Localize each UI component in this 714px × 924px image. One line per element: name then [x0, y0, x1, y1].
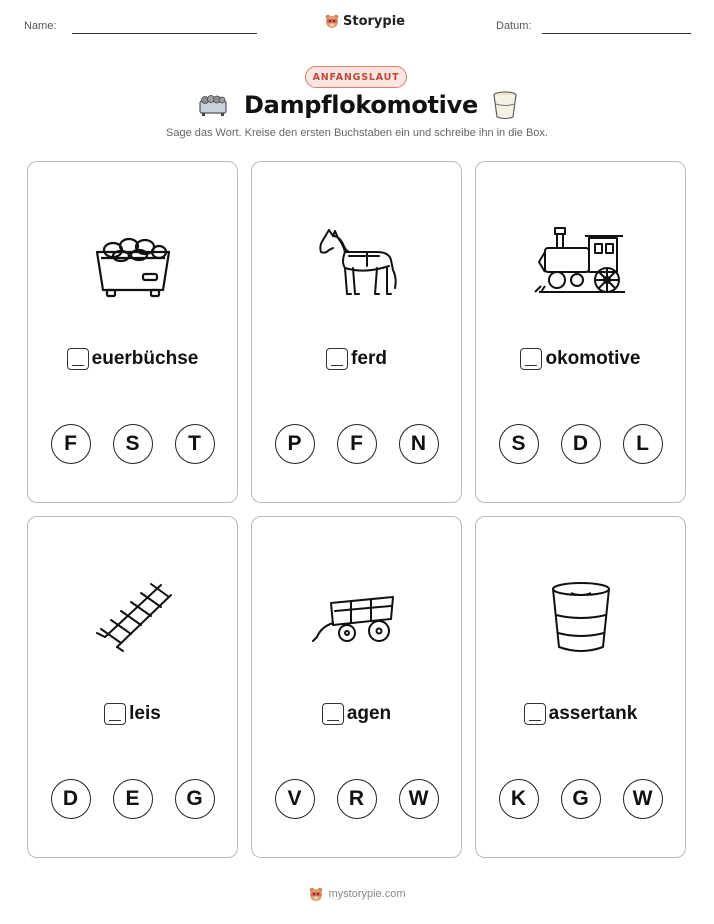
letter-option[interactable]: F — [337, 424, 377, 464]
word-row — [28, 703, 237, 725]
letter-option[interactable]: D — [51, 779, 91, 819]
name-line[interactable] — [72, 33, 257, 34]
bear-icon — [324, 13, 340, 29]
letter-options — [476, 424, 685, 464]
coal-box-icon — [196, 92, 230, 118]
letter-option[interactable]: K — [499, 779, 539, 819]
category-badge: ANFANGSLAUT — [305, 66, 407, 88]
answer-box[interactable] — [524, 703, 546, 725]
letter-option[interactable]: L — [623, 424, 663, 464]
letter-option[interactable]: F — [51, 424, 91, 464]
letter-option[interactable]: V — [275, 779, 315, 819]
answer-box[interactable] — [520, 348, 542, 370]
word-card — [475, 161, 686, 503]
rail-track-icon — [83, 577, 183, 657]
word-card — [251, 161, 462, 503]
name-label: Name: — [24, 20, 57, 32]
letter-option[interactable]: W — [399, 779, 439, 819]
letter-option[interactable]: P — [275, 424, 315, 464]
word-row — [476, 348, 685, 370]
word-card — [27, 516, 238, 858]
letter-option[interactable]: R — [337, 779, 377, 819]
word-stem: ferd — [351, 348, 387, 369]
letter-option[interactable]: T — [175, 424, 215, 464]
letter-option[interactable]: S — [499, 424, 539, 464]
horse-icon — [307, 222, 407, 302]
letter-option[interactable]: N — [399, 424, 439, 464]
word-stem: assertank — [548, 703, 638, 724]
letter-option[interactable]: D — [561, 424, 601, 464]
letter-options — [28, 779, 237, 819]
answer-box[interactable] — [67, 348, 89, 370]
word-row — [28, 348, 237, 370]
letter-options — [28, 424, 237, 464]
title-row — [0, 90, 714, 120]
word-card — [475, 516, 686, 858]
letter-options — [476, 779, 685, 819]
letter-option[interactable]: W — [623, 779, 663, 819]
brand-name: Storypie — [343, 13, 405, 29]
page-title: Dampflokomotive — [244, 91, 478, 119]
word-row — [476, 703, 685, 725]
water-tank-icon — [531, 577, 631, 657]
wagon-icon — [307, 577, 407, 657]
answer-box[interactable] — [322, 703, 344, 725]
word-stem: okomotive — [545, 348, 641, 369]
letter-option[interactable]: G — [561, 779, 601, 819]
locomotive-icon — [531, 222, 631, 302]
word-row — [252, 348, 461, 370]
letter-option[interactable]: G — [175, 779, 215, 819]
letter-option[interactable]: E — [113, 779, 153, 819]
bear-icon — [308, 886, 324, 902]
date-line[interactable] — [542, 33, 691, 34]
word-stem: leis — [129, 703, 161, 724]
footer — [0, 886, 714, 902]
letter-options — [252, 424, 461, 464]
word-card — [27, 161, 238, 503]
coal-box-icon — [83, 222, 183, 302]
date-label: Datum: — [496, 20, 532, 32]
instruction-text: Sage das Wort. Kreise den ersten Buchstaben ein und schreibe ihn in die Box. — [166, 127, 548, 139]
answer-box[interactable] — [326, 348, 348, 370]
word-stem: agen — [346, 703, 392, 724]
letter-options — [252, 779, 461, 819]
answer-box[interactable] — [104, 703, 126, 725]
water-tank-icon — [492, 90, 518, 120]
word-row — [252, 703, 461, 725]
word-stem: euerbüchse — [91, 348, 199, 369]
letter-option[interactable]: S — [113, 424, 153, 464]
footer-url[interactable]: mystorypie.com — [328, 888, 406, 900]
word-card — [251, 516, 462, 858]
brand-logo — [324, 13, 405, 29]
